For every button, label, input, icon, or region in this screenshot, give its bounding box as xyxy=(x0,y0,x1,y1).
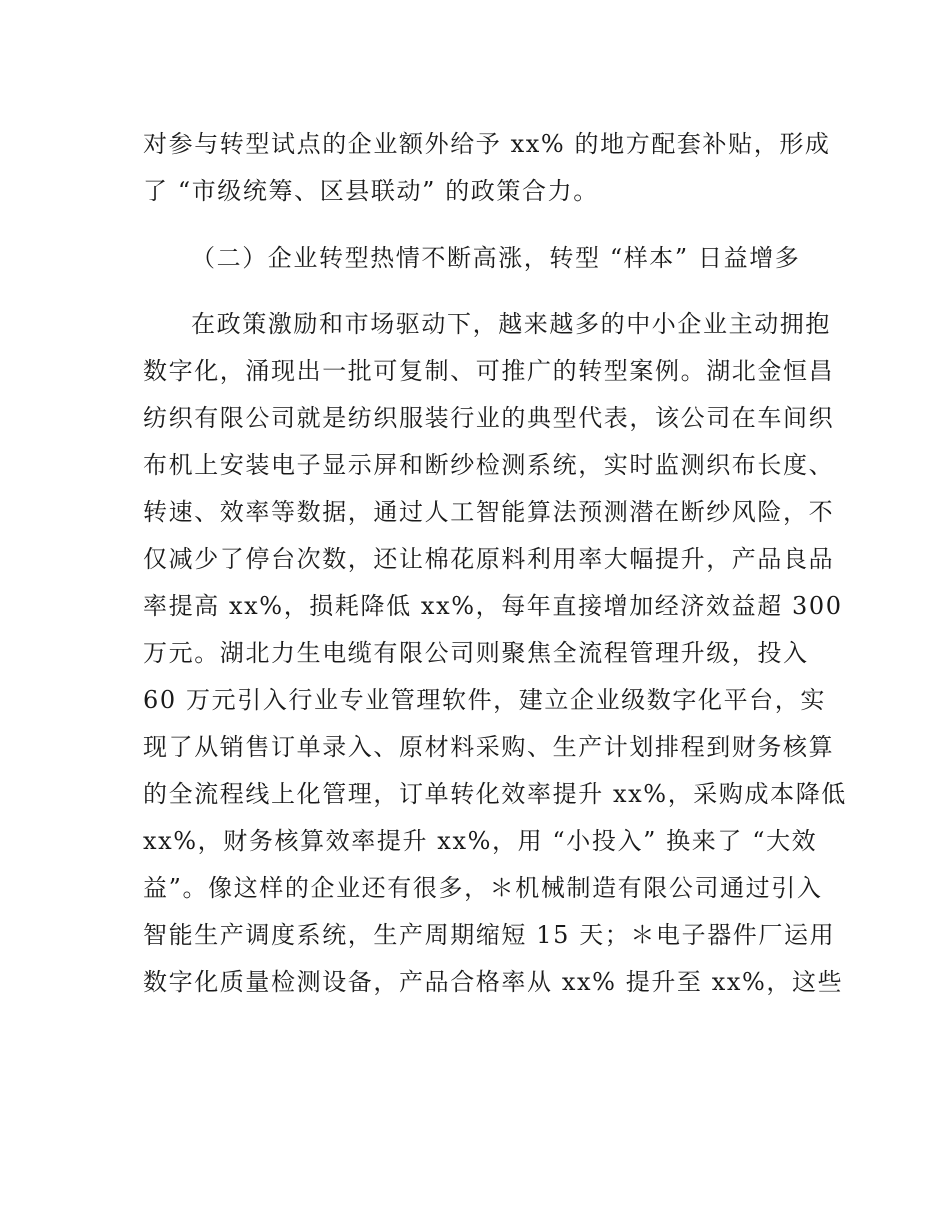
paragraph-line: 万元。湖北力生电缆有限公司则聚焦全流程管理升级，投入 xyxy=(143,639,809,667)
paragraph-line: 了 “市级统筹、区县联动” 的政策合力。 xyxy=(143,177,599,205)
paragraph-line: 转速、效率等数据，通过人工智能算法预测潜在断纱风险，不 xyxy=(143,498,835,526)
paragraph-line: 的全流程线上化管理，订单转化效率提升 xx%，采购成本降低 xyxy=(143,780,847,808)
paragraph-line: 智能生产调度系统，生产周期缩短 15 天；＊电子器件厂运用 xyxy=(143,921,836,949)
paragraph-line: 现了从销售订单录入、原材料采购、生产计划排程到财务核算 xyxy=(143,733,835,761)
paragraph-line: 布机上安装电子显示屏和断纱检测系统，实时监测织布长度、 xyxy=(143,451,835,479)
paragraph-line: 数字化，涌现出一批可复制、可推广的转型案例。湖北金恒昌 xyxy=(143,357,835,385)
paragraph-line: 对参与转型试点的企业额外给予 xx% 的地方配套补贴，形成 xyxy=(143,130,831,158)
paragraph-line: 益”。像这样的企业还有很多，＊机械制造有限公司通过引入 xyxy=(143,874,823,902)
paragraph-line: 60 万元引入行业专业管理软件，建立企业级数字化平台，实 xyxy=(143,686,826,714)
paragraph-line: 数字化质量检测设备，产品合格率从 xx% 提升至 xx%，这些 xyxy=(143,968,844,996)
paragraph-line: 在政策激励和市场驱动下，越来越多的中小企业主动拥抱 xyxy=(191,310,831,338)
section-heading: （二）企业转型热情不断高涨，转型 “样本” 日益增多 xyxy=(191,244,801,272)
paragraph-line: 纺织有限公司就是纺织服装行业的典型代表，该公司在车间织 xyxy=(143,404,835,432)
paragraph-line: 率提高 xx%，损耗降低 xx%，每年直接增加经济效益超 300 xyxy=(143,592,843,620)
paragraph-line: xx%，财务核算效率提升 xx%，用 “小投入” 换来了 “大效 xyxy=(143,827,818,855)
paragraph-line: 仅减少了停台次数，还让棉花原料利用率大幅提升，产品良品 xyxy=(143,545,835,573)
